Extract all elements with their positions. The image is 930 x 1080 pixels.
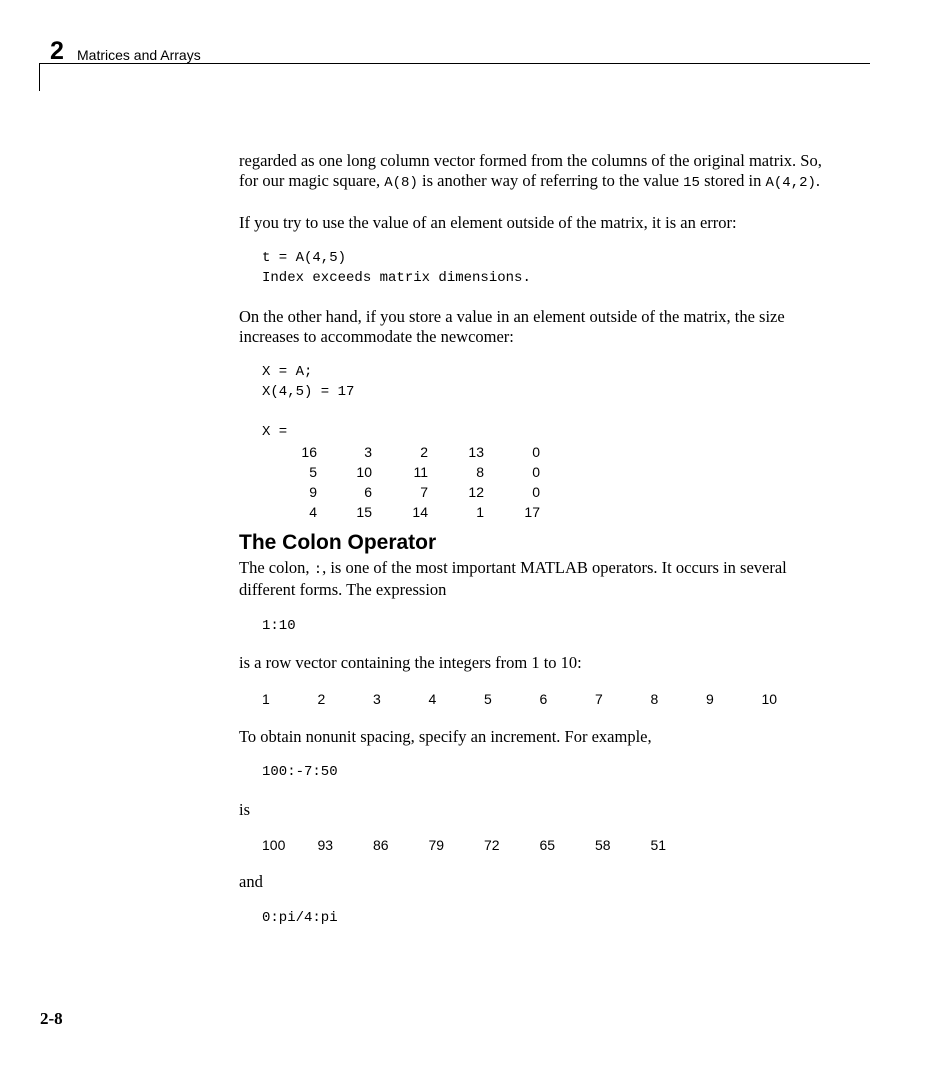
- text: The colon,: [239, 558, 314, 577]
- code-block-5: [239, 908, 839, 928]
- vector-element: 10: [761, 691, 778, 707]
- vector-element: 7: [595, 691, 603, 707]
- code-block-4: [239, 762, 839, 782]
- inline-code: A(8): [384, 175, 418, 191]
- row-vector-output-1: [262, 689, 839, 709]
- inline-code: 15: [683, 175, 700, 191]
- matrix-cell: 6: [364, 484, 372, 500]
- page-body: [239, 151, 839, 928]
- vector-element: 4: [428, 691, 437, 707]
- chapter-title: Matrices and Arrays: [77, 47, 201, 63]
- matrix-cell: 13: [468, 444, 484, 460]
- vector-element: 100: [262, 837, 286, 853]
- matrix-cell: 3: [364, 444, 372, 460]
- matrix-cell: 15: [356, 504, 372, 520]
- paragraph-7: is: [239, 800, 251, 819]
- matrix-row: [262, 482, 540, 502]
- matrix-cell: 5: [309, 464, 317, 480]
- code-line: X =: [262, 424, 288, 440]
- paragraph-5: is a row vector containing the integers from 1 to 10:: [239, 653, 582, 672]
- matrix-cell: 8: [476, 464, 484, 480]
- vector-element: 2: [317, 691, 326, 707]
- vector-element: 1: [262, 691, 270, 707]
- matrix-cell: 9: [309, 484, 317, 500]
- matrix-cell: 7: [420, 484, 428, 500]
- code-line: 100:-7:50: [262, 764, 338, 780]
- matrix-cell: 17: [524, 504, 540, 520]
- code-block-3: [239, 616, 839, 636]
- matrix-row: [262, 502, 540, 522]
- matrix-cell: 14: [412, 504, 428, 520]
- paragraph-3: On the other hand, if you store a value in an element outside of the matrix, the size increases to accommodate the newcomer:: [239, 307, 785, 346]
- vector-element: 51: [650, 837, 667, 853]
- paragraph-2: If you try to use the value of an element outside of the matrix, it is an error:: [239, 213, 737, 232]
- matrix-cell: 1: [476, 504, 484, 520]
- code-line: 0:pi/4:pi: [262, 910, 338, 926]
- row-vector-output-2: [262, 835, 839, 855]
- vector-element: 6: [539, 691, 548, 707]
- vector-element: 8: [650, 691, 659, 707]
- vector-element: 5: [484, 691, 492, 707]
- matrix-cell: 4: [309, 504, 317, 520]
- vector-element: 3: [373, 691, 381, 707]
- code-line: X(4,5) = 17: [262, 384, 355, 400]
- vector-element: 72: [484, 837, 500, 853]
- code-block-1: [239, 248, 839, 288]
- matrix-row: [262, 462, 540, 482]
- matrix-x-output: [262, 442, 540, 522]
- vector-element: 79: [428, 837, 445, 853]
- paragraph-1: [239, 151, 839, 193]
- paragraph-6: To obtain nonunit spacing, specify an increment. For example,: [239, 727, 652, 746]
- code-line: Index exceeds matrix dimensions.: [262, 270, 531, 286]
- matrix-cell: 0: [532, 484, 540, 500]
- page-number: 2-8: [40, 1009, 63, 1028]
- vector-element: 86: [373, 837, 389, 853]
- matrix-cell: 12: [468, 484, 484, 500]
- inline-code: :: [313, 562, 323, 578]
- header-rule-vertical: [39, 63, 40, 91]
- vector-element: 93: [317, 837, 334, 853]
- text: is another way of referring to the value: [417, 171, 684, 190]
- code-line: 1:10: [262, 618, 296, 634]
- vector-element: 9: [706, 691, 714, 707]
- code-line: X = A;: [262, 364, 313, 380]
- matrix-cell: 16: [301, 444, 317, 460]
- matrix-cell: 10: [356, 464, 372, 480]
- paragraph-8: and: [239, 872, 263, 891]
- text: , is one of the most important MATLAB operators. It occurs in several different forms. The expression: [239, 558, 787, 599]
- code-line: t = A(4,5): [262, 250, 347, 266]
- vector-element: 58: [595, 837, 611, 853]
- text: regarded as one long column vector formed from the columns of the original matrix. So, for our magic square,: [239, 151, 822, 190]
- text: .: [815, 171, 821, 190]
- vector-element: 65: [539, 837, 556, 853]
- inline-code: A(4,2): [765, 175, 816, 191]
- paragraph-4: [239, 558, 839, 600]
- matrix-row: [262, 442, 540, 462]
- code-line: [262, 402, 839, 422]
- matrix-cell: 11: [413, 464, 428, 480]
- section-heading: The Colon Operator: [239, 531, 437, 554]
- text: stored in: [699, 171, 766, 190]
- code-block-2: [239, 362, 839, 442]
- matrix-cell: 2: [420, 444, 428, 460]
- matrix-cell: 0: [532, 464, 540, 480]
- matrix-cell: 0: [532, 444, 540, 460]
- chapter-number: 2: [50, 37, 64, 65]
